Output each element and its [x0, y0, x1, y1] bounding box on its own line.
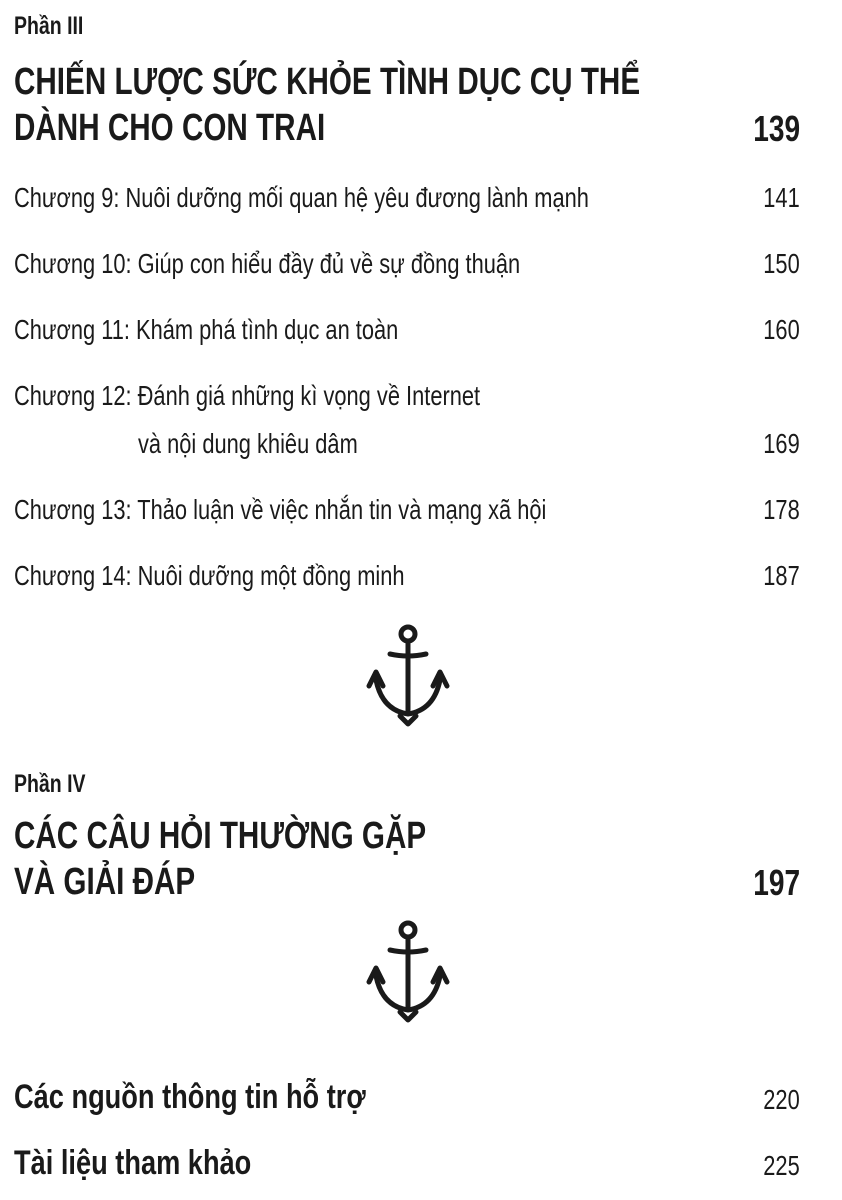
toc-entry-page: 150	[763, 248, 800, 279]
toc-entry-page: 187	[763, 560, 800, 591]
toc-entry-label: Chương 13: Thảo luận về việc nhắn tin và mạng xã hội	[14, 494, 547, 525]
part-title-line2: VÀ GIẢI ĐÁP	[14, 861, 196, 903]
toc-entry-label: Chương 10: Giúp con hiểu đầy đủ về sự đồng thuận	[14, 248, 521, 279]
toc-entry-page: 160	[763, 314, 800, 345]
part-title-line1: CHIẾN LƯỢC SỨC KHỎE TÌNH DỤC CỤ THỂ	[14, 61, 641, 103]
toc-entry-page: 178	[763, 494, 800, 525]
anchor-icon	[366, 624, 450, 733]
toc-entry-page: 141	[763, 182, 800, 213]
anchor-icon	[366, 920, 450, 1029]
part-title-line1: CÁC CÂU HỎI THƯỜNG GẶP	[14, 815, 427, 857]
toc-extra-page: 225	[763, 1150, 800, 1181]
part-label: Phần III	[14, 12, 84, 40]
toc-entry-label: Chương 11: Khám phá tình dục an toàn	[14, 314, 399, 345]
toc-entry-label: Chương 14: Nuôi dưỡng một đồng minh	[14, 560, 405, 591]
part-page-number: 139	[753, 108, 800, 149]
toc-extra-label: Các nguồn thông tin hỗ trợ	[14, 1078, 366, 1116]
toc-entry-label-continued: và nội dung khiêu dâm	[138, 428, 358, 459]
part-title-line2: DÀNH CHO CON TRAI	[14, 107, 326, 149]
toc-entry-label: Chương 12: Đánh giá những kì vọng về Internet	[14, 380, 481, 411]
part-page-number: 197	[753, 862, 800, 903]
toc-entry-label: Chương 9: Nuôi dưỡng mối quan hệ yêu đương lành mạnh	[14, 182, 589, 213]
toc-extra-page: 220	[763, 1084, 800, 1115]
part-label: Phần IV	[14, 770, 86, 798]
toc-entry-page: 169	[763, 428, 800, 459]
toc-extra-label: Tài liệu tham khảo	[14, 1144, 252, 1182]
